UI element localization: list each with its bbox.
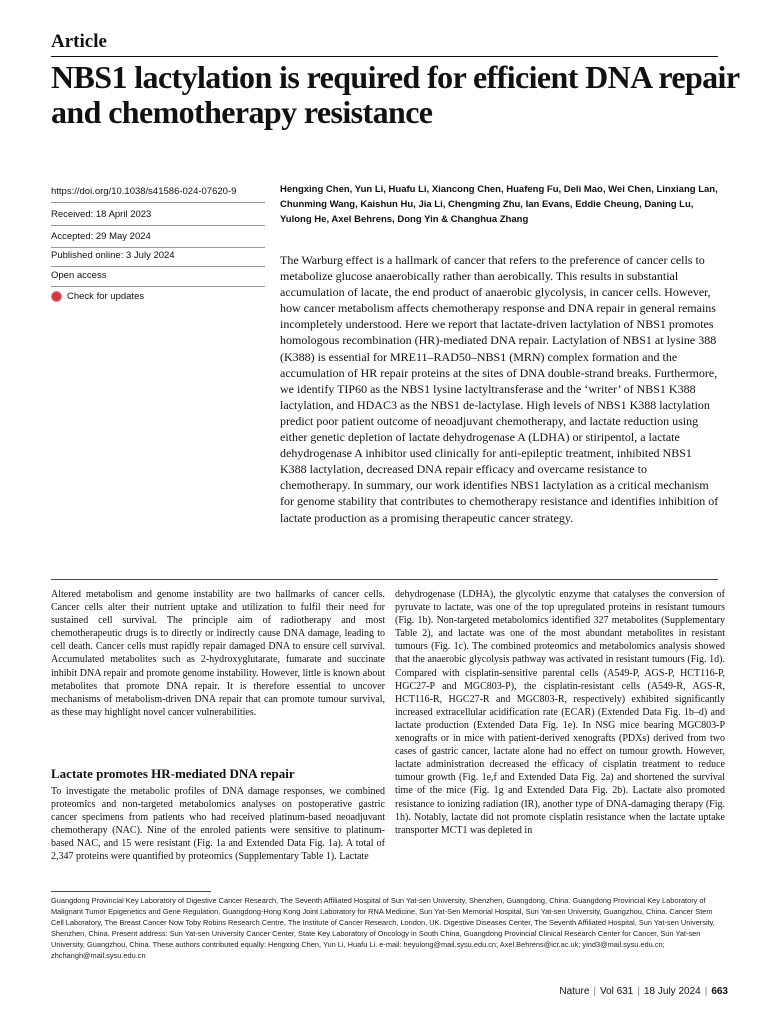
check-updates-label: Check for updates xyxy=(67,291,145,302)
meta-divider xyxy=(51,247,265,248)
journal-name: Nature xyxy=(559,986,590,997)
body-paragraph-right: dehydrogenase (LDHA), the glycolytic enzyme that catalyses the conversion of pyruvate to lactate, was one of the top upregulated proteins in resistant tumours (Fig. 1b). Non-targeted metabolomics identified 327 metabolites (Supplementary Table 2), and lactate was one of the most abundant metabolites in resistant tumours (Fig. 1c). The combined proteomics and metabolomics analysis showed that the anaerobic glycolysis pathway was activated in resistant tumours (Fig. 1d). Compared with cisplatin-sensitive parental cells (A549-P, AGS-P, HCT116-P, HGC27-P and MGC803-P), the cisplatin-resistant cells (A549-R, AGS-R, HCT116-R, HGC27-R and MGC803-R, respectively) exhibited significantly increased extracellular acidification rate (ECAR) (Extended Data Fig. 1b–d) and lactate production (Extended Data Fig. 1e). In NSG mice bearing MGC803-P xenografts or in mice with patient-derived xenografts (PDXs) derived from two cases of gastric cancer, lactate alone had no effect on tumour growth. However, lactate administration decreased the efficacy of cisplatin treatment to reduce tumour growth (Fig. 1e,f and Extended Data Fig. 2a) and shortened the survival time of the mice (Fig. 1g and Extended Data Fig. 2b). Lactate also promoted resistance to ionizing radiation (IR), another type of DNA-damaging therapy (Fig. 1h). Notably, lactate did not promote cisplatin resistance when the lactate uptake transporter MCT1 was depleted in xyxy=(395,589,725,836)
open-access-label[interactable]: Open access xyxy=(51,270,107,281)
article-type-label: Article xyxy=(51,31,107,52)
body-paragraph-left: To investigate the metabolic profiles of DNA damage responses, we combined proteomics and non-targeted metabolomics analyses on postoperative gastric cancer specimens from patients who had received platinum-based neoadjuvant chemotherapy (NAC). Nine of the enroled patients were sensitive to platinum-based NAC, and 15 were resistant (Fig. 1a and Extended Data Fig. 1a). A total of 2,347 proteins were quantified by proteomics (Supplementary Table 1). Lactate xyxy=(51,786,385,863)
meta-divider xyxy=(51,202,265,203)
meta-divider xyxy=(51,286,265,287)
meta-divider xyxy=(51,225,265,226)
affiliation-footnotes: Guangdong Provincial Key Laboratory of Digestive Cancer Research, The Seventh Affiliated Hospital of Sun Yat-sen University, Shenzhen, Guangdong, China. Guangdong Provincial Key Laboratory of Malignant Tumor Epigenetics and Gene Regulation, Guangdong-Hong Kong Joint Laboratory for RNA Medicine, Sun Yat-Sen Memorial Hospital, Sun Yat-sen University, Guangzhou, China. Cancer Stem Cell Laboratory, The Breast Cancer Now Toby Robins Research Centre, The Institute of Cancer Research, London, UK. Digestive Diseases Center, The Seventh Affiliated Hospital, Sun Yat-sen University, Shenzhen, China. Present address: Sun Yat-sen University Cancer Center, State Key Laboratory of Oncology in South China, Guangdong Provincial Clinical Research Center for Cancer, Sun Yat-sen University, Guangzhou, China. These authors contributed equally: Hengxing Chen, Yun Li, Huafu Li. e-mail: heyulong@mail.sysu.edu.cn; Axel.Behrens@icr.ac.uk; yind3@mail.sysu.edu.cn; zhchangh@mail.sysu.edu.cn xyxy=(51,896,715,960)
page-footer: Nature | Vol 631 | 18 July 2024 | 663 xyxy=(559,986,728,997)
received-date: Received: 18 April 2023 xyxy=(51,209,152,220)
first-author: Hengxing Chen xyxy=(280,184,350,195)
article-title: NBS1 lactylation is required for efficient DNA repair and chemotherapy resistance xyxy=(51,59,739,130)
intro-paragraph: Altered metabolism and genome instability are two hallmarks of cancer cells. Cancer cells alter their nutrient uptake and utilization to fulfil their need for sustained cell survival. The principle aim of radiotherapy and most chemotherapeutic drugs is to directly or indirectly cause DNA damage, leading to cell death. Cancer cells must rapidly repair damaged DNA to ensure cell survival. Accumulated metabolites such as 2-hydroxyglutarate, fumarate and succinate inhibit DNA repair and promote genome instability. However, little is known about metabolites that promote DNA repair. It is therefore essential to uncover mechanisms of metabolism-driven DNA repair that can promote tumour survival, as these may highlight novel cancer vulnerabilities. xyxy=(51,589,385,718)
abstract: The Warburg effect is a hallmark of cancer that refers to the preference of cancer cells to metabolize glucose anaerobically rather than aerobically. This results in substantial accumulation of lacate, the end product of anaerobic glycolysis, in cancer cells. However, how cancer metabolism affects chemotherapy response and DNA repair in general remains incompletely understood. Here we report that lactate-driven lactylation of NBS1 promotes homologous recombination (HR)-mediated DNA repair. Lactylation of NBS1 at lysine 388 (K388) is essential for MRE11–RAD50–NBS1 (MRN) complex formation and the accumulation of HR repair proteins at the sites of DNA double-strand breaks. Furthermore, we identify TIP60 as the NBS1 lysine lactyltransferase and the ‘writer’ of NBS1 K388 lactylation, and HDAC3 as the NBS1 de-lactylase. High levels of NBS1 K388 lactylation predict poor patient outcome of neoadjuvant chemotherapy, and lactate reduction using either genetic depletion of lactate dehydrogenase A (LDHA) or stiripentol, a lactate dehydrogenase A inhibitor used clinically for anti-epileptic treatment, inhibited NBS1 K388 lactylation, decreased DNA repair efficacy and overcame resistance to chemotherapy. In summary, our work identifies NBS1 lactylation as a critical mechanism for genome stability that contributes to chemotherapy resistance and identifies inhibition of lactate production as a promising therapeutic cancer strategy. xyxy=(280,253,719,525)
top-rule xyxy=(51,56,718,57)
published-date: Published online: 3 July 2024 xyxy=(51,250,175,261)
page-number: 663 xyxy=(711,986,728,997)
accepted-date: Accepted: 29 May 2024 xyxy=(51,231,151,242)
footnote-rule xyxy=(51,891,211,892)
meta-divider xyxy=(51,266,265,267)
section-rule xyxy=(51,579,718,580)
author-list: Hengxing Chen, Yun Li, Huafu Li, Xiancong Chen, Huafeng Fu, Deli Mao, Wei Chen, Linxiang Lan, Chunming Wang, Kaishun Hu, Jia Li, Chengming Zhu, Ian Evans, Eddie Cheung, Daning Lu, Yulong He, Axel Behrens, Dong Yin & Changhua Zhang xyxy=(280,184,718,225)
section-heading: Lactate promotes HR-mediated DNA repair xyxy=(51,766,295,781)
crossmark-icon xyxy=(51,291,62,302)
issue-date: 18 July 2024 xyxy=(643,986,701,997)
doi-link[interactable]: https://doi.org/10.1038/s41586-024-07620-9 xyxy=(51,186,237,197)
co-authors: Yun Li, Huafu Li, Xiancong Chen, Huafeng Fu, Deli Mao, Wei Chen, Linxiang Lan, Chunming Wang, Kaishun Hu, Jia Li, Chengming Zhu, Ian Evans, Eddie Cheung, Daning Lu, Yulong He, Axel Behrens, Dong Yin & Changhua Zhang xyxy=(280,184,718,225)
journal-volume: Vol 631 xyxy=(600,986,634,997)
check-updates-button[interactable] xyxy=(51,291,265,302)
